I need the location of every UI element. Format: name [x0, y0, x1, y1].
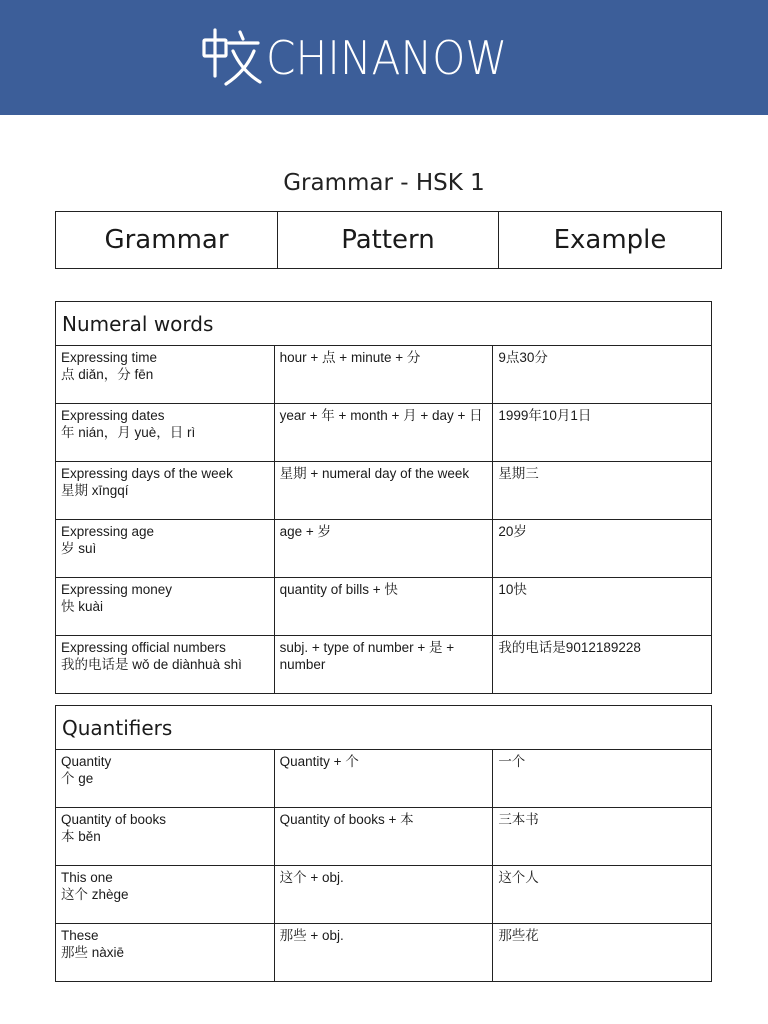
- example-cell: 9点30分: [493, 346, 712, 404]
- grammar-cell: Expressing dates 年 nián，月 yuè，日 rì: [56, 404, 275, 462]
- example-cell: 10快: [493, 578, 712, 636]
- header-banner: [0, 0, 768, 115]
- table-row: [56, 520, 712, 578]
- pattern-cell: quantity of bills + 快: [274, 578, 493, 636]
- table-row: [56, 750, 712, 808]
- page-title: Grammar - HSK 1: [283, 170, 485, 196]
- header-example: Example: [499, 212, 722, 269]
- example-cell: 那些花: [493, 924, 712, 982]
- pattern-cell: hour + 点 + minute + 分: [274, 346, 493, 404]
- section-title: Quantifiers: [56, 706, 712, 750]
- pattern-cell: year + 年 + month + 月 + day + 日: [274, 404, 493, 462]
- grammar-cell: Expressing official numbers 我的电话是 wǒ de diànhuà shì: [56, 636, 275, 694]
- zhongwen-logo-icon: [200, 26, 264, 90]
- section-quantifiers: [55, 705, 712, 982]
- pattern-cell: subj. + type of number + 是 + number: [274, 636, 493, 694]
- pattern-cell: 星期 + numeral day of the week: [274, 462, 493, 520]
- grammar-cell: These 那些 nàxiē: [56, 924, 275, 982]
- pattern-cell: age + 岁: [274, 520, 493, 578]
- pattern-cell: 这个 + obj.: [274, 866, 493, 924]
- table-row: [56, 636, 712, 694]
- column-header-table: [55, 211, 722, 269]
- table-row: [56, 808, 712, 866]
- example-cell: 1999年10月1日: [493, 404, 712, 462]
- pattern-cell: Quantity + 个: [274, 750, 493, 808]
- pattern-cell: Quantity of books + 本: [274, 808, 493, 866]
- brand-name: CHINANOW: [266, 31, 508, 85]
- example-cell: 一个: [493, 750, 712, 808]
- section-title: Numeral words: [56, 302, 712, 346]
- header-grammar: Grammar: [56, 212, 278, 269]
- header-pattern: Pattern: [278, 212, 499, 269]
- grammar-cell: Expressing money 快 kuài: [56, 578, 275, 636]
- table-row: [56, 866, 712, 924]
- grammar-cell: This one 这个 zhège: [56, 866, 275, 924]
- pattern-cell: 那些 + obj.: [274, 924, 493, 982]
- example-cell: 这个人: [493, 866, 712, 924]
- example-cell: 20岁: [493, 520, 712, 578]
- grammar-cell: Expressing time 点 diǎn，分 fēn: [56, 346, 275, 404]
- table-row: [56, 462, 712, 520]
- table-row: [56, 578, 712, 636]
- grammar-cell: Quantity 个 ge: [56, 750, 275, 808]
- table-row: [56, 924, 712, 982]
- brand-logo: [200, 26, 528, 90]
- example-cell: 星期三: [493, 462, 712, 520]
- grammar-cell: Expressing days of the week 星期 xīngqí: [56, 462, 275, 520]
- example-cell: 我的电话是9012189228: [493, 636, 712, 694]
- table-row: [56, 346, 712, 404]
- example-cell: 三本书: [493, 808, 712, 866]
- grammar-cell: Quantity of books 本 běn: [56, 808, 275, 866]
- grammar-cell: Expressing age 岁 suì: [56, 520, 275, 578]
- table-row: [56, 404, 712, 462]
- section-numeral-words: [55, 301, 712, 694]
